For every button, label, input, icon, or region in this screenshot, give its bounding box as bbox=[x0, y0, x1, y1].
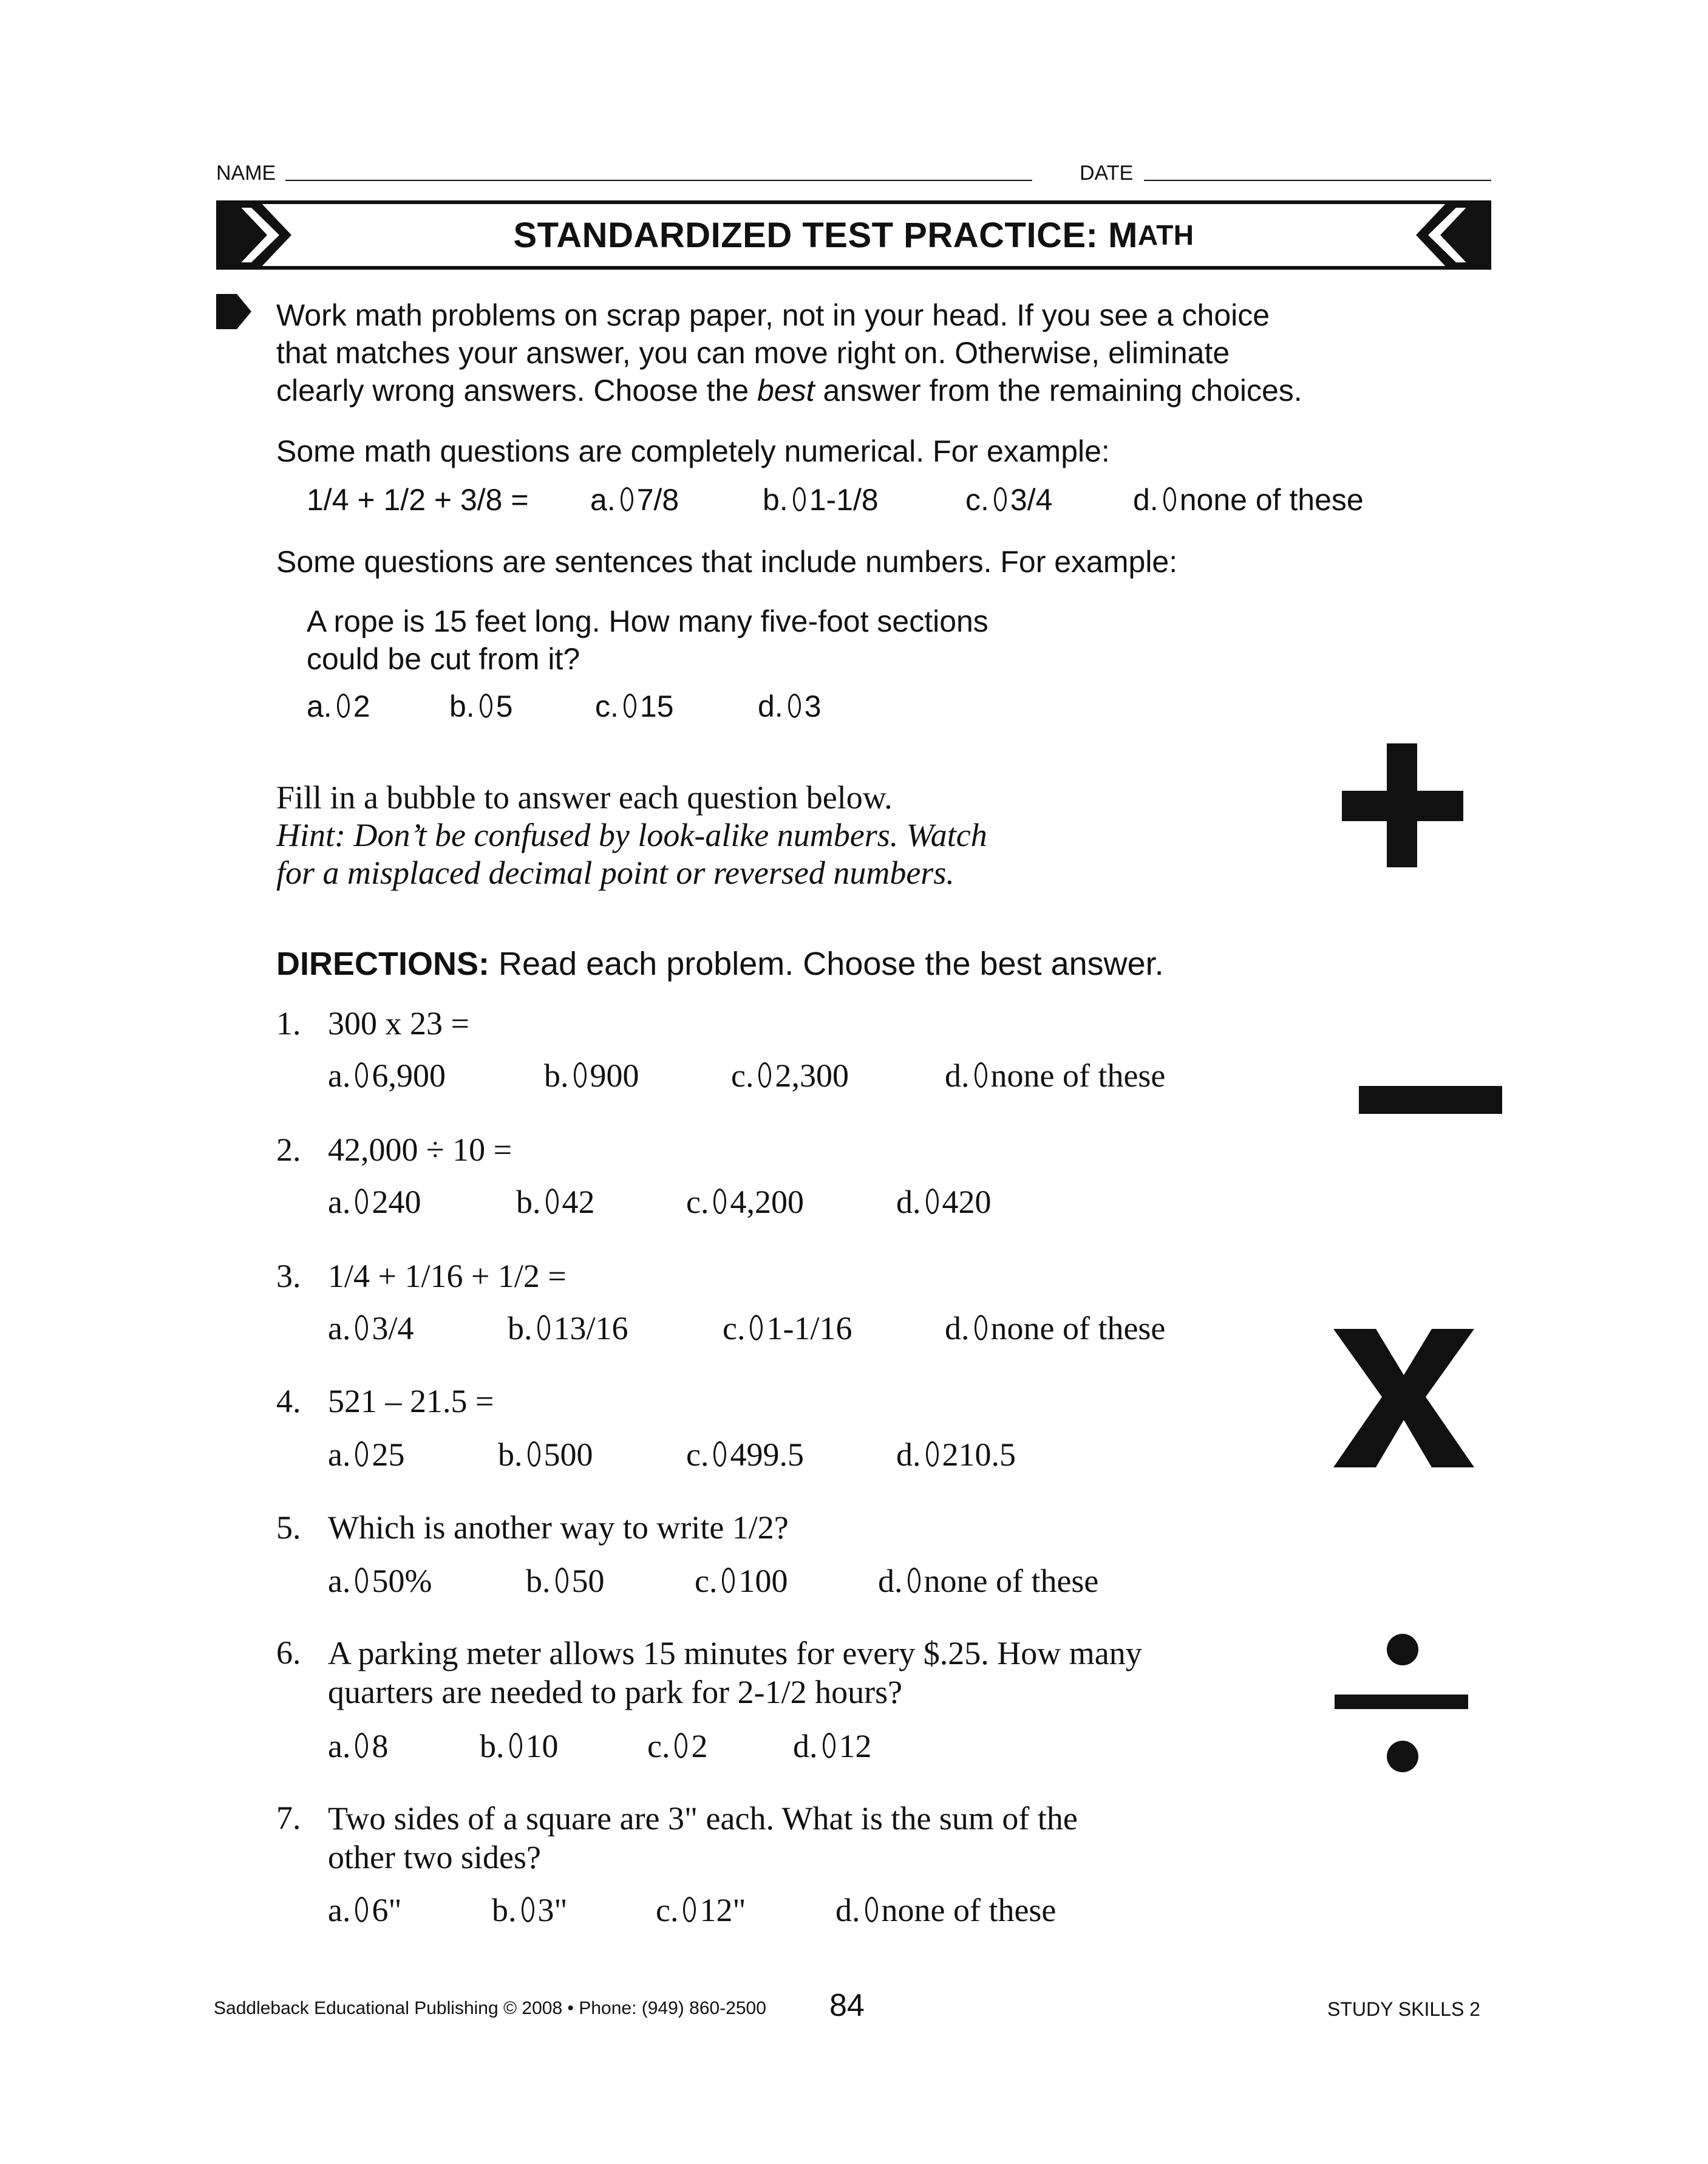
intro-line: Work math problems on scrap paper, not in your head. If you see a choice bbox=[276, 298, 1270, 332]
answer-choice[interactable]: b. 900 bbox=[544, 1057, 639, 1094]
bubble-icon[interactable] bbox=[556, 1568, 568, 1593]
sentence-example-problem: A rope is 15 feet long. How many five-foot sections could be cut from it? bbox=[307, 604, 988, 676]
answer-choice[interactable]: a. 2 bbox=[307, 689, 370, 723]
numeric-example-expression: 1/4 + 1/2 + 3/8 = bbox=[307, 483, 529, 517]
answer-choice[interactable]: c. 15 bbox=[595, 689, 674, 723]
bubble-icon[interactable] bbox=[355, 1897, 368, 1922]
footer-publisher: Saddleback Educational Publishing © 2008 • Phone: (949) 860-2500 bbox=[214, 1998, 766, 2018]
answer-choice[interactable]: a. 240 bbox=[328, 1184, 421, 1220]
answer-choice[interactable]: c. 12" bbox=[656, 1892, 746, 1928]
bubble-icon[interactable] bbox=[994, 487, 1007, 511]
bubble-icon[interactable] bbox=[509, 1733, 522, 1758]
answer-choice[interactable]: d. 420 bbox=[896, 1184, 992, 1220]
title-banner bbox=[216, 200, 1491, 270]
answer-choice[interactable]: d. 210.5 bbox=[896, 1436, 1016, 1473]
bubble-icon[interactable] bbox=[355, 1733, 368, 1758]
answer-choice[interactable]: b. 1-1/8 bbox=[763, 483, 879, 517]
bubble-icon[interactable] bbox=[823, 1733, 835, 1758]
answer-choice[interactable]: c. 2 bbox=[647, 1728, 708, 1764]
bubble-icon[interactable] bbox=[537, 1315, 550, 1340]
answer-choice[interactable]: c. 2,300 bbox=[731, 1057, 849, 1094]
bubble-icon[interactable] bbox=[546, 1189, 559, 1214]
answer-choice[interactable]: a. 50% bbox=[328, 1563, 432, 1599]
answer-choice[interactable]: c. 3/4 bbox=[965, 483, 1053, 517]
best-emphasis: best bbox=[757, 374, 815, 408]
title-main-text: STANDARDIZED TEST PRACTICE: M bbox=[513, 215, 1138, 255]
answer-choice[interactable]: d. none of these bbox=[878, 1563, 1099, 1599]
bubble-icon[interactable] bbox=[683, 1897, 696, 1922]
bubble-icon[interactable] bbox=[528, 1441, 540, 1467]
intro-line: clearly wrong answers. Choose the best answer from the remaining choices. bbox=[276, 374, 1302, 408]
question-number: 3. bbox=[276, 1258, 301, 1294]
intro-paragraph bbox=[276, 296, 1430, 409]
numeric-example-lead: Some math questions are completely numerical. For example: bbox=[276, 434, 1110, 468]
times-icon bbox=[1333, 1329, 1474, 1470]
question-number: 7. bbox=[276, 1800, 301, 1836]
question-text: 1/4 + 1/16 + 1/2 = bbox=[328, 1258, 566, 1294]
bubble-icon[interactable] bbox=[355, 1189, 368, 1214]
bubble-icon[interactable] bbox=[713, 1189, 726, 1214]
footer-book-title: STUDY SKILLS 2 bbox=[1327, 1998, 1480, 2020]
answer-choice[interactable]: b. 42 bbox=[516, 1184, 595, 1220]
question-number: 1. bbox=[276, 1005, 301, 1042]
answer-choice[interactable]: a. 7/8 bbox=[590, 483, 679, 517]
answer-choice[interactable]: b. 500 bbox=[498, 1436, 593, 1473]
bubble-icon[interactable] bbox=[713, 1441, 726, 1467]
directions-label: DIRECTIONS: bbox=[276, 946, 489, 982]
plus-icon bbox=[1342, 743, 1463, 870]
bubble-icon[interactable] bbox=[621, 487, 633, 511]
sentence-example-lead: Some questions are sentences that include numbers. For example: bbox=[276, 545, 1178, 579]
question-number: 4. bbox=[276, 1383, 301, 1419]
bubble-icon[interactable] bbox=[624, 694, 636, 718]
bubble-icon[interactable] bbox=[926, 1189, 939, 1214]
answer-choice[interactable]: c. 1-1/16 bbox=[723, 1310, 852, 1347]
answer-choice[interactable]: b. 50 bbox=[526, 1563, 605, 1599]
question-text: Which is another way to write 1/2? bbox=[328, 1509, 789, 1546]
bubble-icon[interactable] bbox=[337, 694, 350, 718]
date-label: DATE bbox=[1080, 162, 1134, 185]
bubble-icon[interactable] bbox=[480, 694, 492, 718]
question-text: 42,000 ÷ 10 = bbox=[328, 1131, 512, 1168]
answer-choice[interactable]: d. 3 bbox=[758, 689, 822, 723]
answer-choice[interactable]: d. none of these bbox=[1133, 483, 1364, 517]
bubble-icon[interactable] bbox=[522, 1897, 534, 1922]
minus-icon bbox=[1359, 1086, 1502, 1117]
divide-icon bbox=[1335, 1634, 1468, 1775]
bubble-icon[interactable] bbox=[975, 1315, 987, 1340]
bubble-icon[interactable] bbox=[355, 1315, 368, 1340]
hint-text: Hint: Don’t be confused by look-alike numbers. Watch bbox=[276, 817, 987, 853]
date-line[interactable] bbox=[1144, 180, 1491, 181]
answer-choice[interactable]: b. 3" bbox=[492, 1892, 568, 1928]
answer-choice[interactable]: a. 8 bbox=[328, 1728, 389, 1764]
answer-choice[interactable]: a. 6,900 bbox=[328, 1057, 446, 1094]
fill-in-instructions: Fill in a bubble to answer each question below. Hint: Don’t be confused by look-alike numbers. Watch for a misplaced decimal point or reversed numbers. bbox=[276, 779, 1430, 892]
bubble-icon[interactable] bbox=[722, 1568, 735, 1593]
answer-choice[interactable]: c. 499.5 bbox=[686, 1436, 804, 1473]
bubble-icon[interactable] bbox=[793, 487, 806, 511]
question-number: 6. bbox=[276, 1634, 301, 1671]
answer-choice[interactable]: a. 6" bbox=[328, 1892, 402, 1928]
bubble-icon[interactable] bbox=[865, 1897, 878, 1922]
question-text: 300 x 23 = bbox=[328, 1005, 469, 1042]
answer-choice[interactable]: d. none of these bbox=[945, 1310, 1166, 1347]
answer-choice[interactable]: d. none of these bbox=[945, 1057, 1166, 1094]
page-number: 84 bbox=[829, 1988, 865, 2023]
answer-choice[interactable]: c. 100 bbox=[695, 1563, 788, 1599]
answer-choice[interactable]: a. 3/4 bbox=[328, 1310, 414, 1347]
bubble-icon[interactable] bbox=[574, 1062, 587, 1088]
hint-text: for a misplaced decimal point or reversed numbers. bbox=[276, 855, 954, 891]
question-text: A parking meter allows 15 minutes for every $.25. How many quarters are needed to park for 2-1/2 hours? bbox=[328, 1635, 1142, 1710]
intro-line: that matches your answer, you can move right on. Otherwise, eliminate bbox=[276, 336, 1230, 370]
answer-choice[interactable]: d. 12 bbox=[793, 1728, 872, 1764]
bubble-icon[interactable] bbox=[975, 1062, 987, 1088]
answer-choice[interactable]: b. 13/16 bbox=[508, 1310, 628, 1347]
answer-choice[interactable]: b. 5 bbox=[449, 689, 513, 723]
bubble-icon[interactable] bbox=[355, 1062, 368, 1088]
bubble-icon[interactable] bbox=[908, 1568, 920, 1593]
bubble-icon[interactable] bbox=[1163, 487, 1176, 511]
bubble-icon[interactable] bbox=[926, 1441, 939, 1467]
name-line[interactable] bbox=[285, 180, 1032, 181]
arrow-bullet-icon bbox=[216, 294, 253, 332]
answer-choice[interactable]: d. none of these bbox=[835, 1892, 1056, 1928]
answer-choice[interactable]: b. 10 bbox=[480, 1728, 559, 1764]
bubble-icon[interactable] bbox=[355, 1568, 368, 1593]
question-text: Two sides of a square are 3" each. What is the sum of the other two sides? bbox=[328, 1800, 1078, 1876]
directions: DIRECTIONS: Read each problem. Choose the best answer. bbox=[276, 946, 1164, 982]
name-label: NAME bbox=[216, 162, 276, 185]
bubble-icon[interactable] bbox=[758, 1062, 771, 1088]
question-number: 2. bbox=[276, 1131, 301, 1168]
bubble-icon[interactable] bbox=[750, 1315, 763, 1340]
answer-choice[interactable]: a. 25 bbox=[328, 1436, 405, 1473]
bubble-icon[interactable] bbox=[355, 1441, 368, 1467]
page-title bbox=[216, 200, 1491, 270]
question-number: 5. bbox=[276, 1509, 301, 1546]
title-smallcaps-text: ATH bbox=[1137, 219, 1194, 251]
bubble-icon[interactable] bbox=[788, 694, 801, 718]
bubble-icon[interactable] bbox=[675, 1733, 687, 1758]
question-text: 521 – 21.5 = bbox=[328, 1383, 494, 1419]
answer-choice[interactable]: c. 4,200 bbox=[686, 1184, 804, 1220]
